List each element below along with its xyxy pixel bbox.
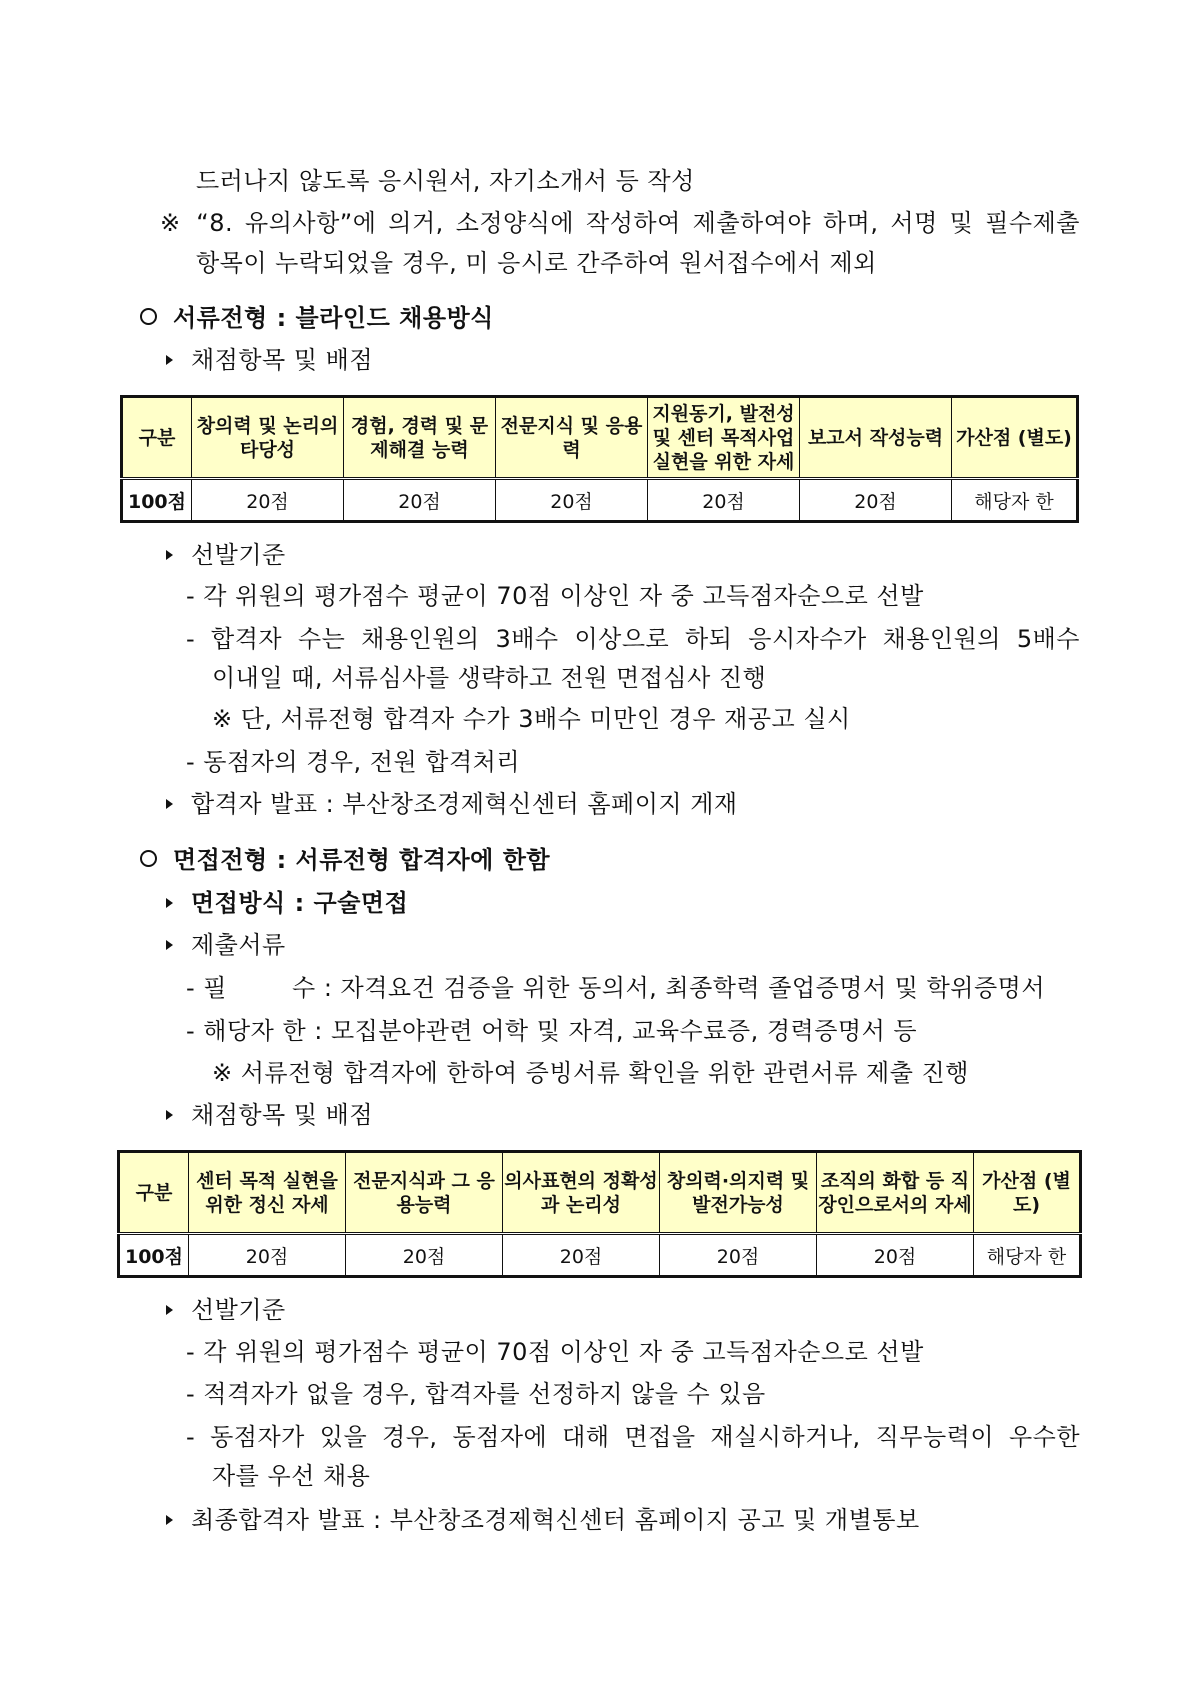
interview-criteria-item: - 각 위원의 평가점수 평균이 70점 이상인 자 중 고득점자순으로 선발 [186, 1338, 924, 1366]
interview-scoring-label: 채점항목 및 배점 [166, 1100, 373, 1130]
triangle-bullet-icon [166, 898, 173, 908]
interview-docs-note: ※ 서류전형 합격자에 한하여 증빙서류 확인을 위한 관련서류 제출 진행 [212, 1059, 969, 1087]
table-header: 경험, 경력 및 문제해결 능력 [344, 397, 496, 479]
table-cell: 20점 [800, 479, 952, 522]
table-cell: 20점 [496, 479, 648, 522]
interview-criteria-item: - 동점자가 있을 경우, 동점자에 대해 면접을 재실시하거나, 직무능력이 우수한 [186, 1423, 1080, 1451]
table-header: 조직의 화합 등 직장인으로서의 자세 [817, 1152, 974, 1234]
table-header: 구분 [122, 397, 192, 479]
doc-criteria-note: ※ 단, 서류전형 합격자 수가 3배수 미만인 경우 재공고 실시 [212, 705, 851, 733]
circle-bullet-icon [140, 850, 157, 867]
triangle-bullet-icon [166, 940, 173, 950]
table-header: 가산점 (별도) [952, 397, 1078, 479]
doc-scoring-table [120, 395, 1079, 523]
section-heading-interview: 면접전형 : 서류전형 합격자에 한함 [140, 845, 550, 875]
doc-criteria-item: - 동점자의 경우, 전원 합격처리 [186, 748, 521, 776]
table-cell: 100점 [122, 479, 192, 522]
table-cell: 20점 [660, 1234, 817, 1277]
doc-criteria-item-cont: 이내일 때, 서류심사를 생략하고 전원 면접심사 진행 [212, 664, 767, 692]
interview-docs-required: - 필 수 : 자격요건 검증을 위한 동의서, 최종학력 졸업증명서 및 학위증명서 [186, 974, 1046, 1002]
triangle-bullet-icon [166, 355, 173, 365]
doc-criteria-item: - 합격자 수는 채용인원의 3배수 이상으로 하되 응시자수가 채용인원의 5배수 [186, 625, 1080, 653]
table-header: 구분 [119, 1152, 189, 1234]
table-header: 창의력 및 논리의 타당성 [192, 397, 344, 479]
table-cell: 20점 [503, 1234, 660, 1277]
section-heading-doc: 서류전형 : 블라인드 채용방식 [140, 303, 494, 333]
interview-docs-optional: - 해당자 한 : 모집분야관련 어학 및 자격, 교육수료증, 경력증명서 등 [186, 1017, 918, 1045]
interview-docs-label: 제출서류 [166, 930, 286, 960]
triangle-bullet-icon [166, 1515, 173, 1525]
table-header: 창의력·의지력 및 발전가능성 [660, 1152, 817, 1234]
table-cell: 100점 [119, 1234, 189, 1277]
interview-scoring-table [117, 1150, 1082, 1278]
table-cell: 20점 [346, 1234, 503, 1277]
triangle-bullet-icon [166, 1305, 173, 1315]
table-header: 가산점 (별도) [974, 1152, 1081, 1234]
table-header: 의사표현의 정확성과 논리성 [503, 1152, 660, 1234]
intro-note: ※ “8. 유의사항”에 의거, 소정양식에 작성하여 제출하여야 하며, 서명 및 필수제출 [160, 209, 1080, 237]
table-cell: 20점 [344, 479, 496, 522]
triangle-bullet-icon [166, 1110, 173, 1120]
table-cell: 20점 [189, 1234, 346, 1277]
table-cell: 20점 [648, 479, 800, 522]
interview-criteria-label: 선발기준 [166, 1295, 286, 1325]
circle-bullet-icon [140, 308, 157, 325]
doc-criteria-item: - 각 위원의 평가점수 평균이 70점 이상인 자 중 고득점자순으로 선발 [186, 582, 924, 610]
table-header: 보고서 작성능력 [800, 397, 952, 479]
doc-scoring-label: 채점항목 및 배점 [166, 345, 373, 375]
table-header: 지원동기, 발전성 및 센터 목적사업 실현을 위한 자세 [648, 397, 800, 479]
table-cell: 해당자 한 [952, 479, 1078, 522]
table-cell: 20점 [192, 479, 344, 522]
table-header: 전문지식 및 응용력 [496, 397, 648, 479]
interview-method: 면접방식 : 구술면접 [166, 888, 408, 918]
doc-announce: 합격자 발표 : 부산창조경제혁신센터 홈페이지 게재 [166, 789, 738, 819]
doc-criteria-label: 선발기준 [166, 540, 286, 570]
interview-criteria-item-cont: 자를 우선 채용 [212, 1462, 371, 1490]
table-cell: 해당자 한 [974, 1234, 1081, 1277]
final-announce: 최종합격자 발표 : 부산창조경제혁신센터 홈페이지 공고 및 개별통보 [166, 1505, 920, 1535]
triangle-bullet-icon [166, 550, 173, 560]
intro-line: 드러나지 않도록 응시원서, 자기소개서 등 작성 [196, 167, 695, 195]
table-header: 센터 목적 실현을 위한 정신 자세 [189, 1152, 346, 1234]
triangle-bullet-icon [166, 799, 173, 809]
table-header: 전문지식과 그 응용능력 [346, 1152, 503, 1234]
table-cell: 20점 [817, 1234, 974, 1277]
intro-note-cont: 항목이 누락되었을 경우, 미 응시로 간주하여 원서접수에서 제외 [196, 249, 877, 277]
interview-criteria-item: - 적격자가 없을 경우, 합격자를 선정하지 않을 수 있음 [186, 1380, 766, 1408]
